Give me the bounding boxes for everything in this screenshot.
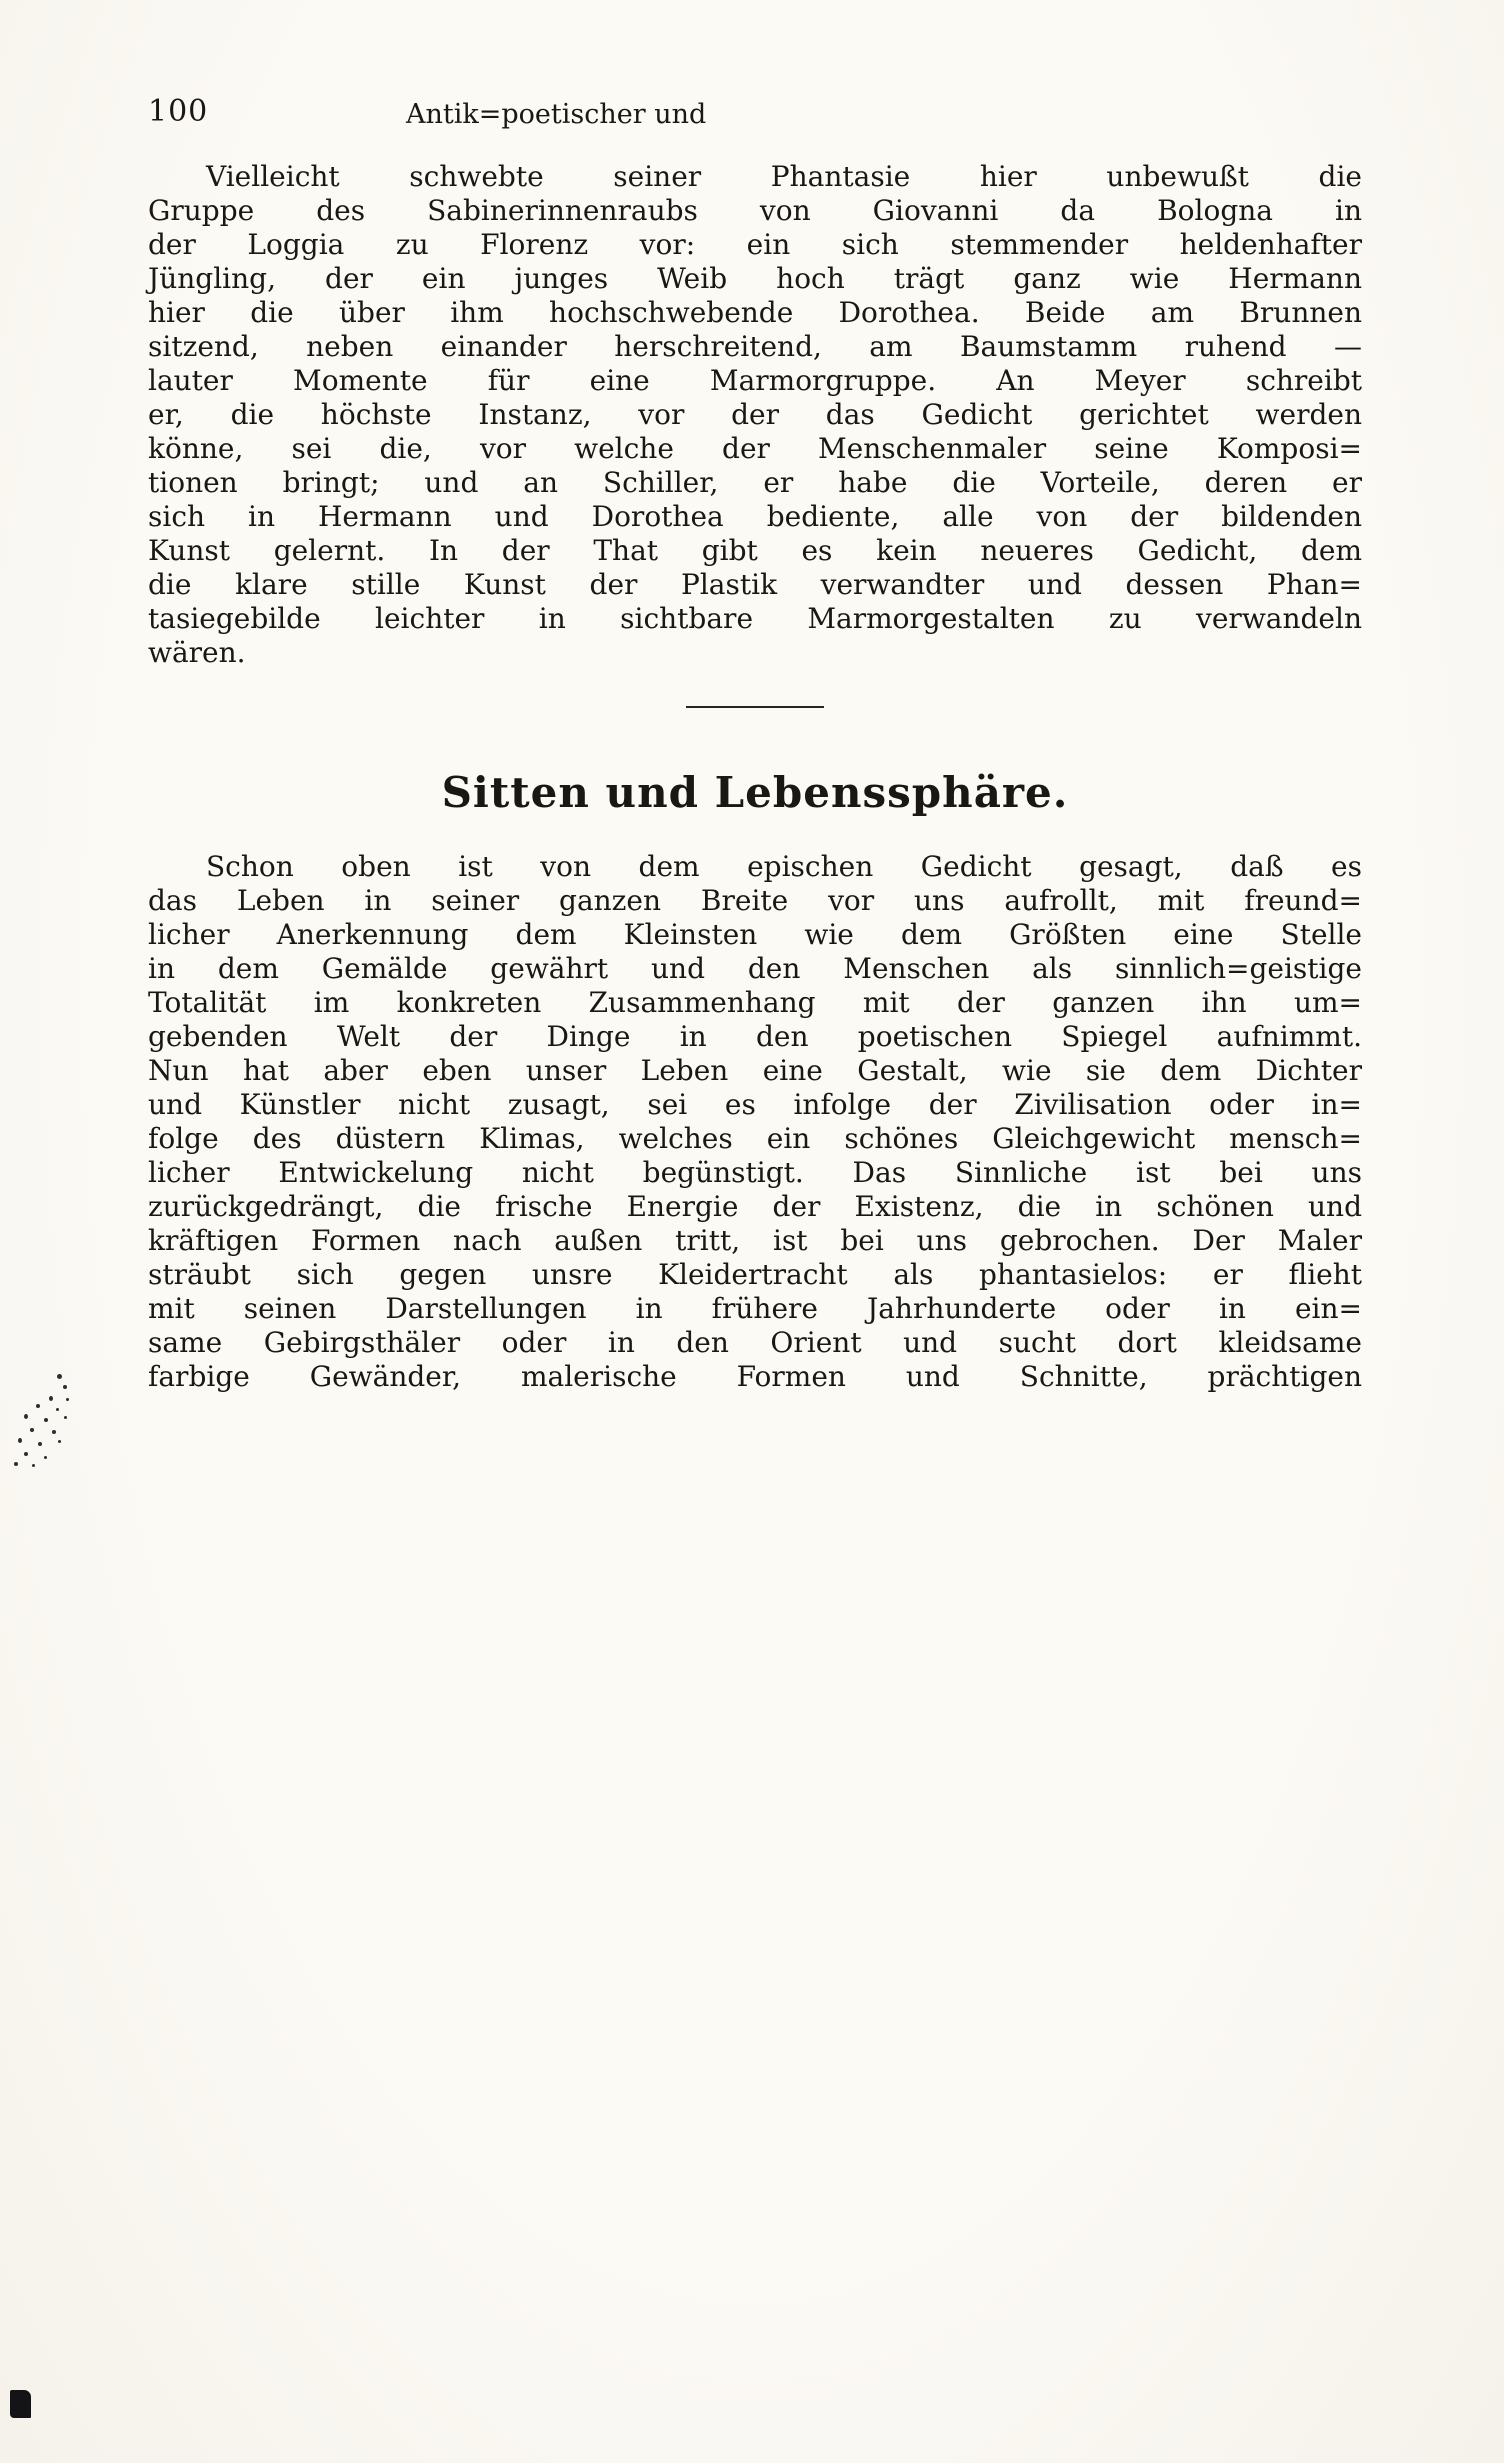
text-line: könne, sei die, vor welche der Menschenmaler seine Komposi= xyxy=(148,432,1362,465)
text-line: kräftigen Formen nach außen tritt, ist bei uns gebrochen. Der Maler xyxy=(148,1224,1362,1257)
text-line: tionen bringt; und an Schiller, er habe die Vorteile, deren er xyxy=(148,466,1362,499)
text-line: folge des düstern Klimas, welches ein schönes Gleichgewicht mensch= xyxy=(148,1122,1362,1155)
text-line: und Künstler nicht zusagt, sei es infolge der Zivilisation oder in= xyxy=(148,1088,1362,1121)
section-divider-rule xyxy=(686,706,824,708)
text-line: lauter Momente für eine Marmorgruppe. An Meyer schreibt xyxy=(148,364,1362,397)
text-line: sträubt sich gegen unsre Kleidertracht als phantasielos: er flieht xyxy=(148,1258,1362,1291)
text-line: die klare stille Kunst der Plastik verwandter und dessen Phan= xyxy=(148,568,1362,601)
text-line: same Gebirgsthäler oder in den Orient und sucht dort kleidsame xyxy=(148,1326,1362,1359)
paragraph-2 xyxy=(148,850,1362,1394)
text-line: sich in Hermann und Dorothea bediente, alle von der bildenden xyxy=(148,500,1362,533)
text-line: das Leben in seiner ganzen Breite vor uns aufrollt, mit freund= xyxy=(148,884,1362,917)
paragraph-1 xyxy=(148,160,1362,670)
text-line: Nun hat aber eben unser Leben eine Gestalt, wie sie dem Dichter xyxy=(148,1054,1362,1087)
text-line: Gruppe des Sabinerinnenraubs von Giovanni da Bologna in xyxy=(148,194,1362,227)
page-number: 100 xyxy=(148,94,209,129)
section-heading: Sitten und Lebenssphäre. xyxy=(441,768,1069,817)
running-header: Antik=poetischer und xyxy=(406,99,707,130)
text-line: der Loggia zu Florenz vor: ein sich stemmender heldenhafter xyxy=(148,228,1362,261)
text-line: tasiegebilde leichter in sichtbare Marmorgestalten zu verwandeln xyxy=(148,602,1362,635)
text-line: wären. xyxy=(148,636,246,669)
text-line: hier die über ihm hochschwebende Dorothea. Beide am Brunnen xyxy=(148,296,1362,329)
text-line: in dem Gemälde gewährt und den Menschen als sinnlich=geistige xyxy=(148,952,1362,985)
text-line: Vielleicht schwebte seiner Phantasie hier unbewußt die xyxy=(206,160,1362,193)
text-line: zurückgedrängt, die frische Energie der Existenz, die in schönen und xyxy=(148,1190,1362,1223)
text-line: licher Anerkennung dem Kleinsten wie dem Größten eine Stelle xyxy=(148,918,1362,951)
text-line: sitzend, neben einander herschreitend, am Baumstamm ruhend — xyxy=(148,330,1362,363)
text-line: er, die höchste Instanz, vor der das Gedicht gerichtet werden xyxy=(148,398,1362,431)
text-line: gebenden Welt der Dinge in den poetischen Spiegel aufnimmt. xyxy=(148,1020,1362,1053)
text-line: licher Entwickelung nicht begünstigt. Das Sinnliche ist bei uns xyxy=(148,1156,1362,1189)
text-line: farbige Gewänder, malerische Formen und Schnitte, prächtigen xyxy=(148,1360,1362,1393)
text-line: Totalität im konkreten Zusammenhang mit der ganzen ihn um= xyxy=(148,986,1362,1019)
ink-blot xyxy=(10,2390,31,2418)
text-line: Schon oben ist von dem epischen Gedicht gesagt, daß es xyxy=(206,850,1362,883)
text-line: Kunst gelernt. In der That gibt es kein neueres Gedicht, dem xyxy=(148,534,1362,567)
text-line: Jüngling, der ein junges Weib hoch trägt ganz wie Hermann xyxy=(148,262,1362,295)
text-line: mit seinen Darstellungen in frühere Jahrhunderte oder in ein= xyxy=(148,1292,1362,1325)
